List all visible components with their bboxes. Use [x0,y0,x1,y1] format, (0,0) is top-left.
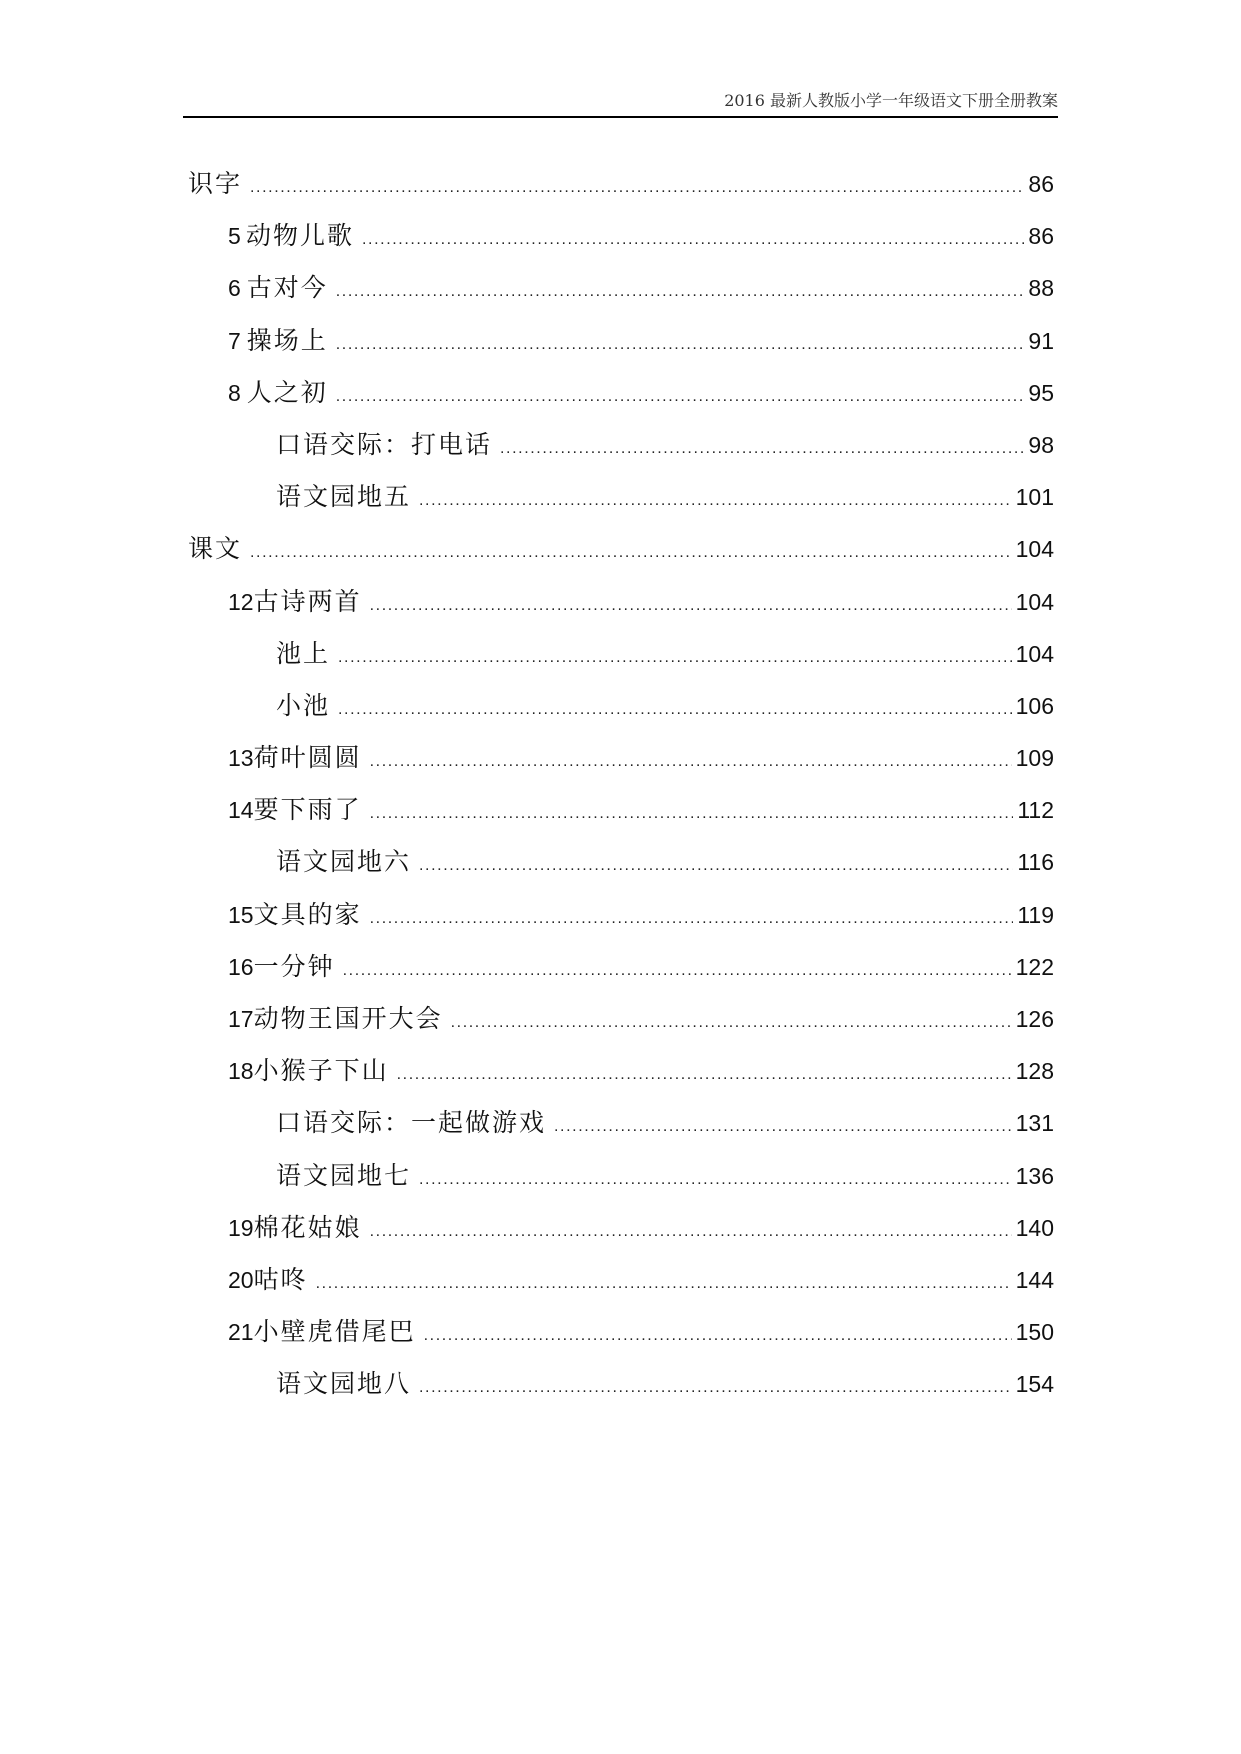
toc-entry-page-number: 88 [1028,275,1054,302]
toc-dot-leader [419,840,1013,892]
toc-entry-number: 17 [228,1006,254,1032]
toc-entry-number: 14 [228,797,254,824]
toc-entry-title: 要下雨了 [253,795,362,825]
toc-entry-title: 古对今 [246,273,328,303]
toc-entry-page-number: 109 [1015,745,1054,772]
toc-entry[interactable] [188,941,1054,993]
toc-dot-leader [500,423,1024,475]
toc-entry-page-number: 122 [1015,953,1054,980]
toc-entry-page-number: 112 [1017,797,1054,824]
toc-entry[interactable] [188,1358,1054,1410]
toc-dot-leader [336,371,1025,423]
toc-entry-number: 7 [228,327,241,354]
toc-dot-leader [316,1258,1012,1310]
toc-dot-leader [338,684,1012,736]
running-header [183,84,1058,118]
toc-dot-leader [338,632,1012,684]
table-of-contents [188,158,1054,1411]
toc-entry[interactable] [188,889,1054,941]
toc-dot-leader [370,893,1014,945]
toc-entry-page-number: 104 [1015,536,1054,563]
toc-dot-leader [397,1049,1012,1101]
toc-entry-page-number: 91 [1028,327,1054,354]
toc-entry[interactable] [188,471,1054,523]
toc-dot-leader [451,997,1012,1049]
toc-dot-leader [419,1362,1012,1414]
toc-entry-title: 人之初 [246,377,328,407]
toc-entry[interactable] [188,628,1054,680]
toc-entry[interactable] [188,784,1054,836]
toc-entry-page-number: 136 [1015,1162,1054,1189]
toc-entry-title: 文具的家 [253,899,362,929]
toc-entry-page-number: 140 [1015,1214,1054,1241]
toc-entry-title: 动物儿歌 [246,221,355,251]
toc-dot-leader [250,527,1012,579]
toc-entry-title: 操场上 [246,325,328,355]
toc-entry-title: 小猴子下山 [253,1056,389,1086]
toc-entry-title: 课文 [188,534,243,564]
toc-entry-number: 20 [228,1266,254,1293]
toc-entry-page-number: 86 [1028,223,1054,250]
toc-entry-page-number: 106 [1015,692,1054,719]
toc-entry-page-number: 86 [1028,171,1054,197]
toc-entry-title: 语文园地八 [276,1369,412,1399]
toc-entry-page-number: 119 [1017,901,1054,928]
toc-entry-number: 5 [228,223,241,250]
toc-entry-title: 口语交际：打电话 [276,429,493,459]
toc-entry[interactable] [188,523,1054,575]
toc-entry[interactable] [188,1254,1054,1306]
toc-dot-leader [370,580,1012,632]
toc-entry-number: 13 [228,745,254,772]
toc-entry[interactable] [188,732,1054,784]
toc-entry[interactable] [188,993,1054,1045]
toc-entry-title: 咕咚 [253,1264,308,1294]
toc-entry-title: 语文园地六 [276,847,412,877]
toc-entry-page-number: 116 [1017,849,1054,876]
toc-entry[interactable] [188,262,1054,314]
toc-entry-title: 识字 [188,169,243,198]
toc-entry[interactable] [188,680,1054,732]
toc-entry[interactable] [188,1306,1054,1358]
toc-dot-leader [250,162,1024,214]
toc-entry[interactable] [188,419,1054,471]
toc-entry-page-number: 98 [1028,431,1054,458]
toc-dot-leader [370,1206,1012,1258]
toc-entry-page-number: 128 [1015,1058,1054,1085]
toc-entry-page-number: 150 [1015,1319,1054,1346]
toc-entry-title: 语文园地五 [276,482,412,512]
toc-entry-page-number: 101 [1015,484,1054,511]
toc-entry[interactable] [188,1150,1054,1202]
toc-entry-number: 16 [228,953,254,980]
toc-dot-leader [343,945,1012,997]
toc-entry[interactable] [188,367,1054,419]
toc-dot-leader [336,266,1025,318]
toc-entry-page-number: 126 [1015,1006,1054,1032]
toc-entry-title: 荷叶圆圆 [253,743,362,773]
toc-entry-page-number: 104 [1015,640,1054,667]
toc-entry[interactable] [188,836,1054,888]
toc-dot-leader [424,1310,1012,1362]
toc-entry-title: 口语交际：一起做游戏 [276,1108,547,1138]
toc-entry-page-number: 154 [1015,1371,1054,1398]
toc-entry-title: 小壁虎借尾巴 [253,1317,416,1347]
toc-entry-number: 12 [228,588,254,615]
toc-entry[interactable] [188,576,1054,628]
toc-entry-title: 池上 [276,638,331,668]
toc-entry-number: 15 [228,901,254,928]
toc-dot-leader [554,1101,1012,1153]
toc-entry-number: 6 [228,275,241,302]
toc-entry-number: 8 [228,379,241,406]
toc-entry[interactable] [188,1202,1054,1254]
toc-entry-page-number: 104 [1015,588,1054,615]
toc-entry[interactable] [188,315,1054,367]
toc-entry[interactable] [188,1097,1054,1149]
toc-dot-leader [419,475,1012,527]
toc-dot-leader [370,788,1014,840]
toc-dot-leader [370,736,1012,788]
toc-entry-page-number: 144 [1015,1266,1054,1293]
toc-entry-number: 19 [228,1214,254,1241]
toc-entry-number: 18 [228,1058,254,1085]
toc-entry-title: 动物王国开大会 [253,1004,443,1033]
toc-entry-page-number: 131 [1015,1110,1054,1137]
document-title: 2016 最新人教版小学一年级语文下册全册教案 [724,91,1058,110]
toc-dot-leader [419,1154,1012,1206]
toc-entry-title: 古诗两首 [253,586,362,616]
toc-entry-title: 语文园地七 [276,1160,412,1190]
toc-entry[interactable] [188,1045,1054,1097]
toc-entry-title: 一分钟 [253,951,335,981]
toc-entry-title: 棉花姑娘 [253,1212,362,1242]
toc-dot-leader [362,214,1024,266]
toc-entry[interactable] [188,158,1054,210]
toc-entry-title: 小池 [276,690,331,720]
toc-dot-leader [336,319,1025,371]
toc-entry-number: 21 [228,1319,254,1346]
toc-entry-page-number: 95 [1028,379,1054,406]
toc-entry[interactable] [188,210,1054,262]
